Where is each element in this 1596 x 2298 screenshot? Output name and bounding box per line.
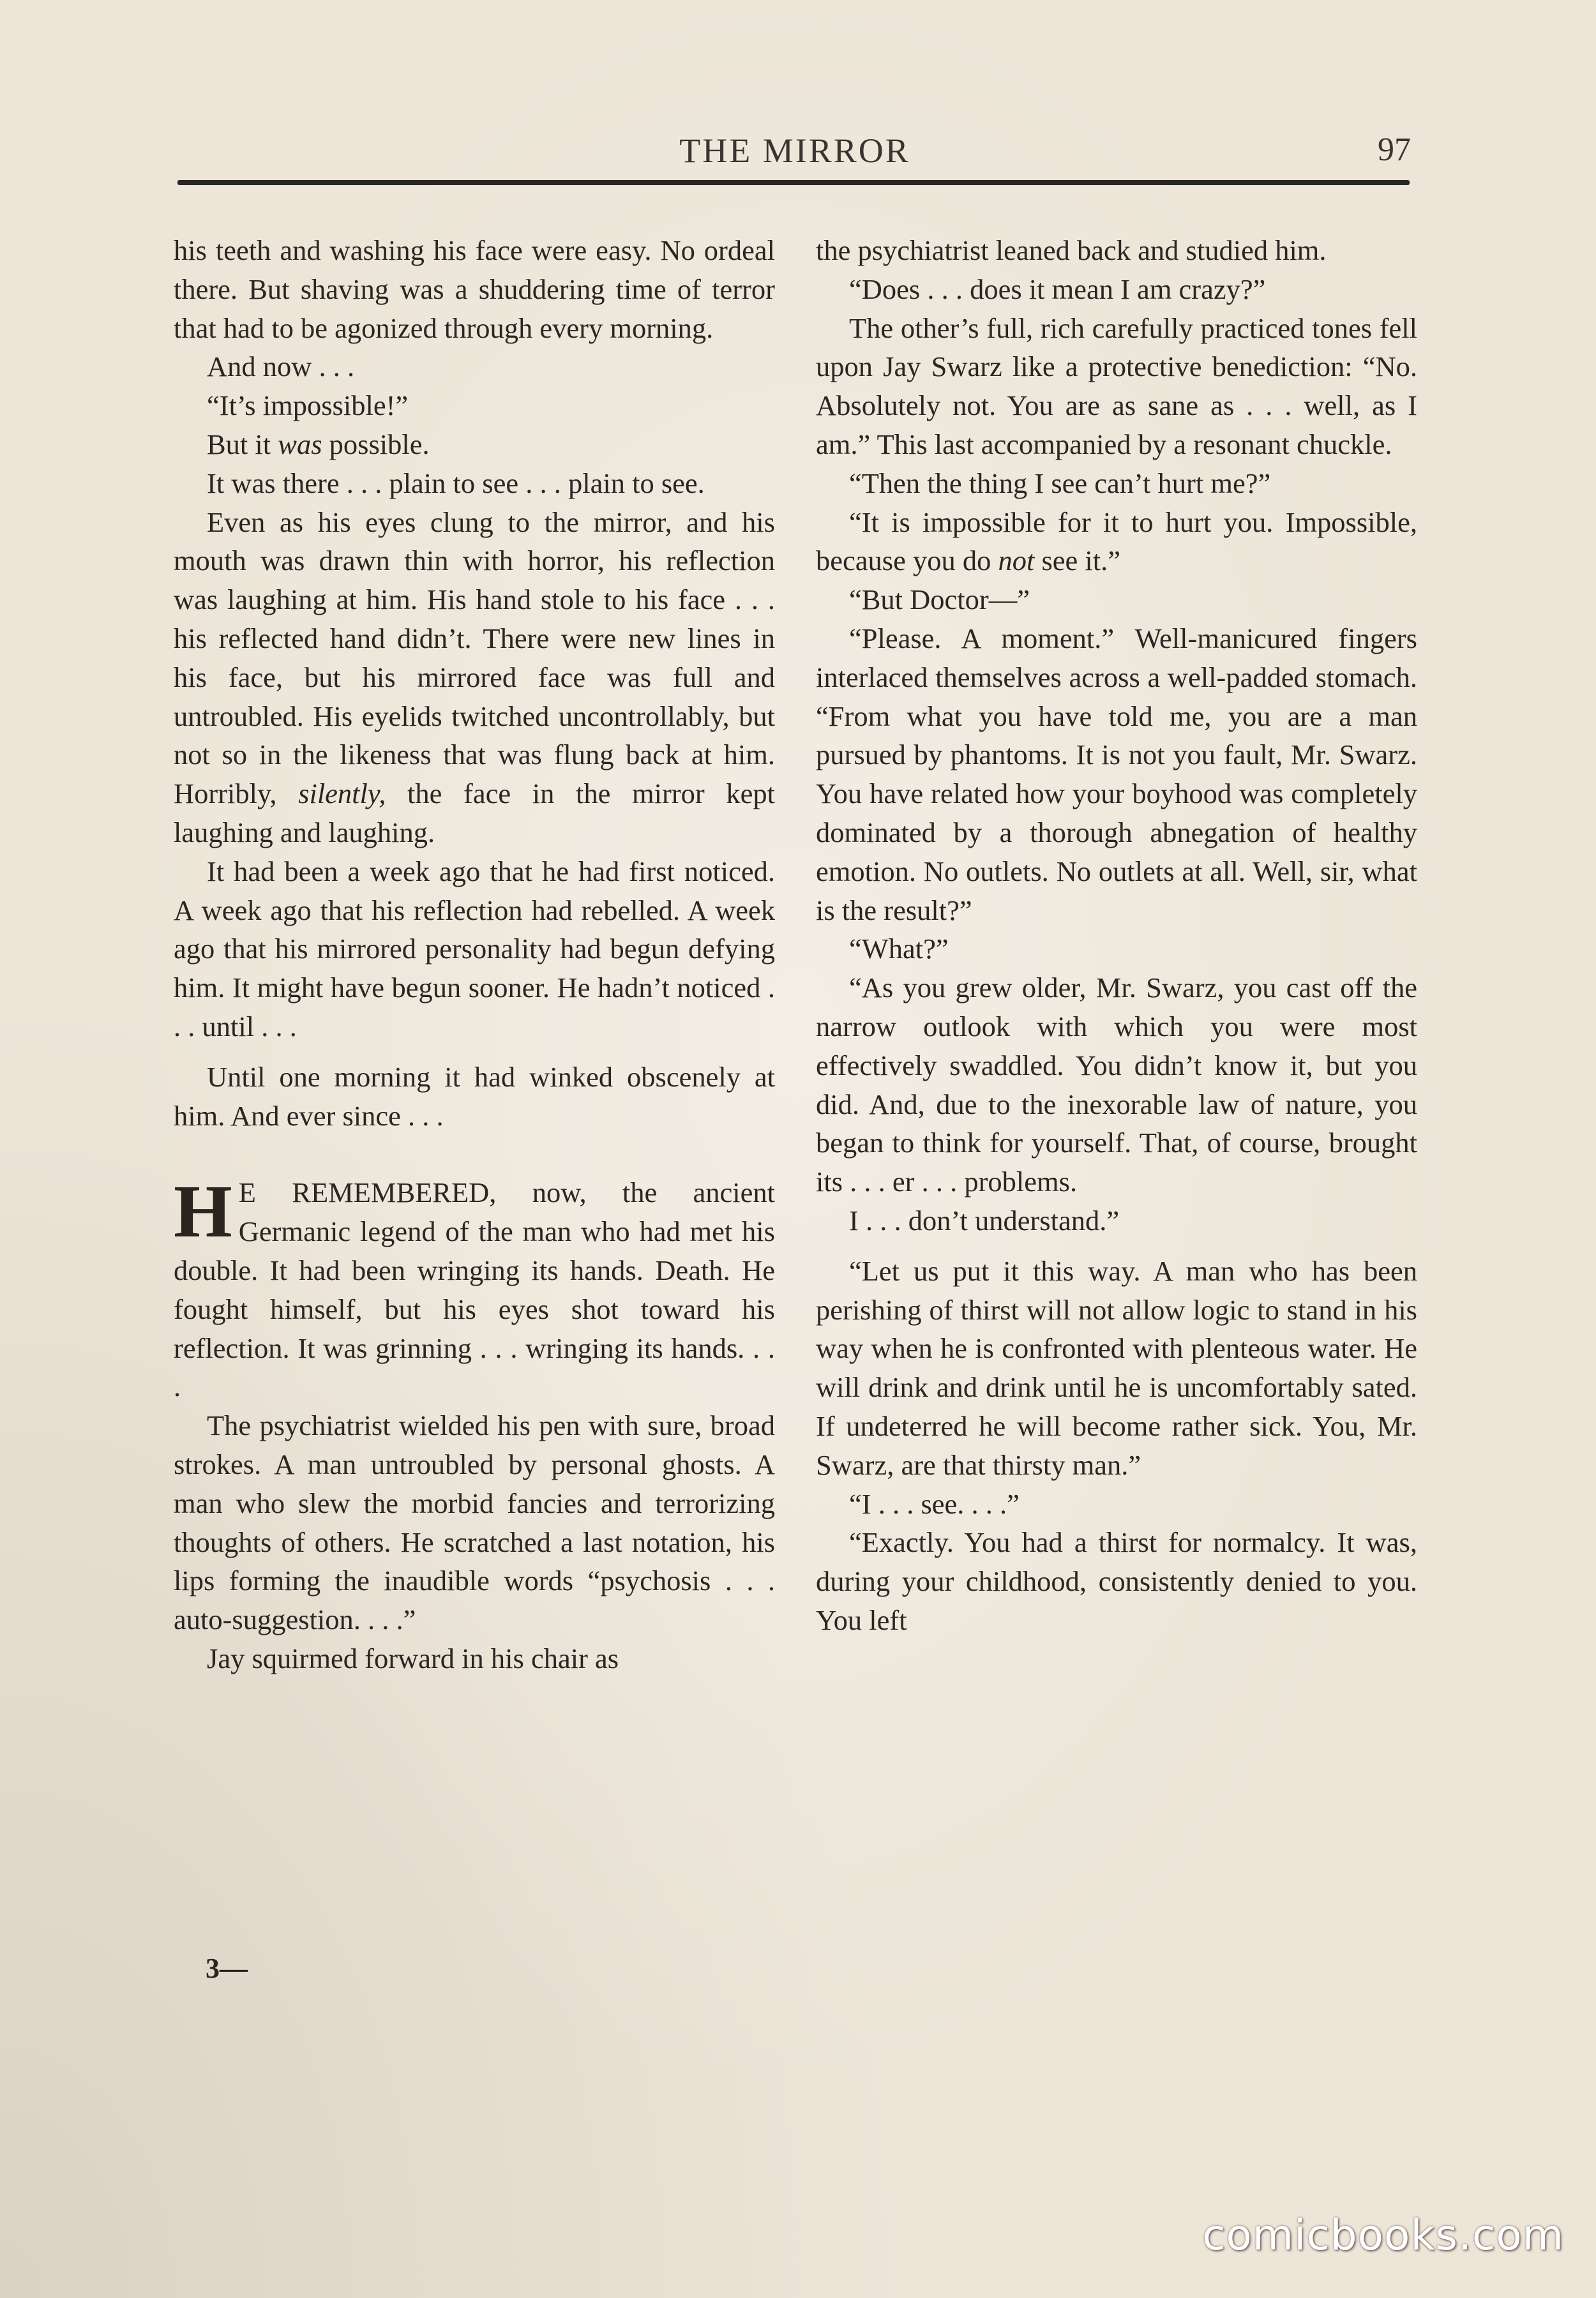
paragraph: “Then the thing I see can’t hurt me?” (849, 467, 1271, 499)
text-run: see it.” (1034, 544, 1121, 577)
running-header (179, 131, 1411, 182)
left-column (174, 231, 775, 1678)
paragraph: It was there . . . plain to see . . . plain to see. (207, 467, 705, 499)
paragraph: “Let us put it this way. A man who has been perishing of thirst will not allow logic to stand in his way when he is confronted with plenteous water. He will drink and drink until he is uncomfortably sated. If undeterred he will become rather sick. You, Mr. Swarz, are that thirsty man.” (816, 1254, 1417, 1481)
text-run: the face in the mirror kept laughing and laughing. (174, 777, 775, 848)
paragraph: I . . . don’t understand.” (849, 1204, 1120, 1236)
paragraph (174, 503, 775, 852)
section-opening-paragraph (174, 1169, 775, 1406)
header-rule (177, 180, 1410, 185)
signature-mark: 3— (206, 1953, 248, 1984)
text-run: But it (207, 428, 278, 460)
paragraph: “Does . . . does it mean I am crazy?” (849, 273, 1266, 305)
paragraph: It had been a week ago that he had first noticed. A week ago that his reflection had rebelled. A week ago that his mirrored personality had begun defying him. It might have begun sooner. He hadn’t noticed . . . until . . . (174, 855, 775, 1042)
drop-cap: H (174, 1169, 232, 1254)
paragraph (816, 503, 1417, 581)
paragraph: “What?” (849, 933, 949, 965)
paragraph: “I . . . see. . . .” (849, 1487, 1020, 1520)
paragraph: Jay squirmed forward in his chair as (207, 1642, 619, 1674)
text-run: E REMEMBERED, now, the ancient Germanic legend of the man who had met his double. It had been wringing its hands. Death. He fought himself, but his eyes shot toward his reflection. It was grinning . . . wringing its hands. . . . (174, 1176, 775, 1403)
paragraph: the psychiatrist leaned back and studied him. (816, 234, 1327, 266)
paragraph (174, 425, 775, 464)
text-run: Even as his eyes clung to the mirror, and his mouth was drawn thin with horror, his reflection was laughing at him. His hand stole to his face . . . his reflected hand didn’t. There were new lines in his face, but his mirrored face was full and untroubled. His eyelids twitched uncontrollably, but not so in the likeness that was flung back at him. Horribly, (174, 506, 775, 810)
paragraph: his teeth and washing his face were easy. No ordeal there. But shaving was a shuddering time of terror that had to be agonized through every morning. (174, 234, 775, 344)
text-run: “It is impossible for it to hurt you. Impossible, because you do (816, 506, 1417, 577)
paragraph: The psychiatrist wielded his pen with sure, broad strokes. A man untroubled by personal ghosts. A man who slew the morbid fancies and terrorizing thoughts of others. He scratched a last notation, his lips forming the inaudible words “psychosis . . . auto-suggestion. . . .” (174, 1409, 775, 1636)
paragraph: The other’s full, rich carefully practiced tones fell upon Jay Swarz like a protective benediction: “No. Absolutely not. You are as sane as . . . well, as I am.” This last accompanied by a resonant chuckle. (816, 312, 1417, 460)
paragraph: “Exactly. You had a thirst for normalcy. It was, during your childhood, consistently denied to you. You left (816, 1526, 1417, 1636)
page-number: 97 (1378, 131, 1411, 168)
emphasis: silently, (298, 777, 386, 810)
paragraph: And now . . . (207, 350, 355, 383)
right-column (816, 231, 1417, 1640)
text-run: possible. (322, 428, 430, 460)
paragraph: “As you grew older, Mr. Swarz, you cast off the narrow outlook with which you were most effectively swaddled. You didn’t know it, but you did. And, due to the inexorable law of nature, you began to think for yourself. That, of course, brought its . . . er . . . problems. (816, 972, 1417, 1198)
paragraph: “Please. A moment.” Well-manicured fingers interlaced themselves across a well-padded stomach. “From what you have told me, you are a man pursued by phantoms. It is not you fault, Mr. Swarz. You have related how your boyhood was completely dominated by a thorough abnegation of healthy emotion. No outlets. No outlets at all. Well, sir, what is the result?” (816, 622, 1417, 926)
paragraph: “It’s impossible!” (207, 389, 409, 422)
site-watermark: comicbooks.com (1202, 2211, 1564, 2260)
emphasis: not (998, 544, 1035, 577)
emphasis: was (278, 428, 322, 460)
running-title: THE MIRROR (679, 131, 910, 170)
paragraph: “But Doctor—” (849, 583, 1030, 616)
paragraph: Until one morning it had winked obscenely at him. And ever since . . . (174, 1060, 775, 1132)
